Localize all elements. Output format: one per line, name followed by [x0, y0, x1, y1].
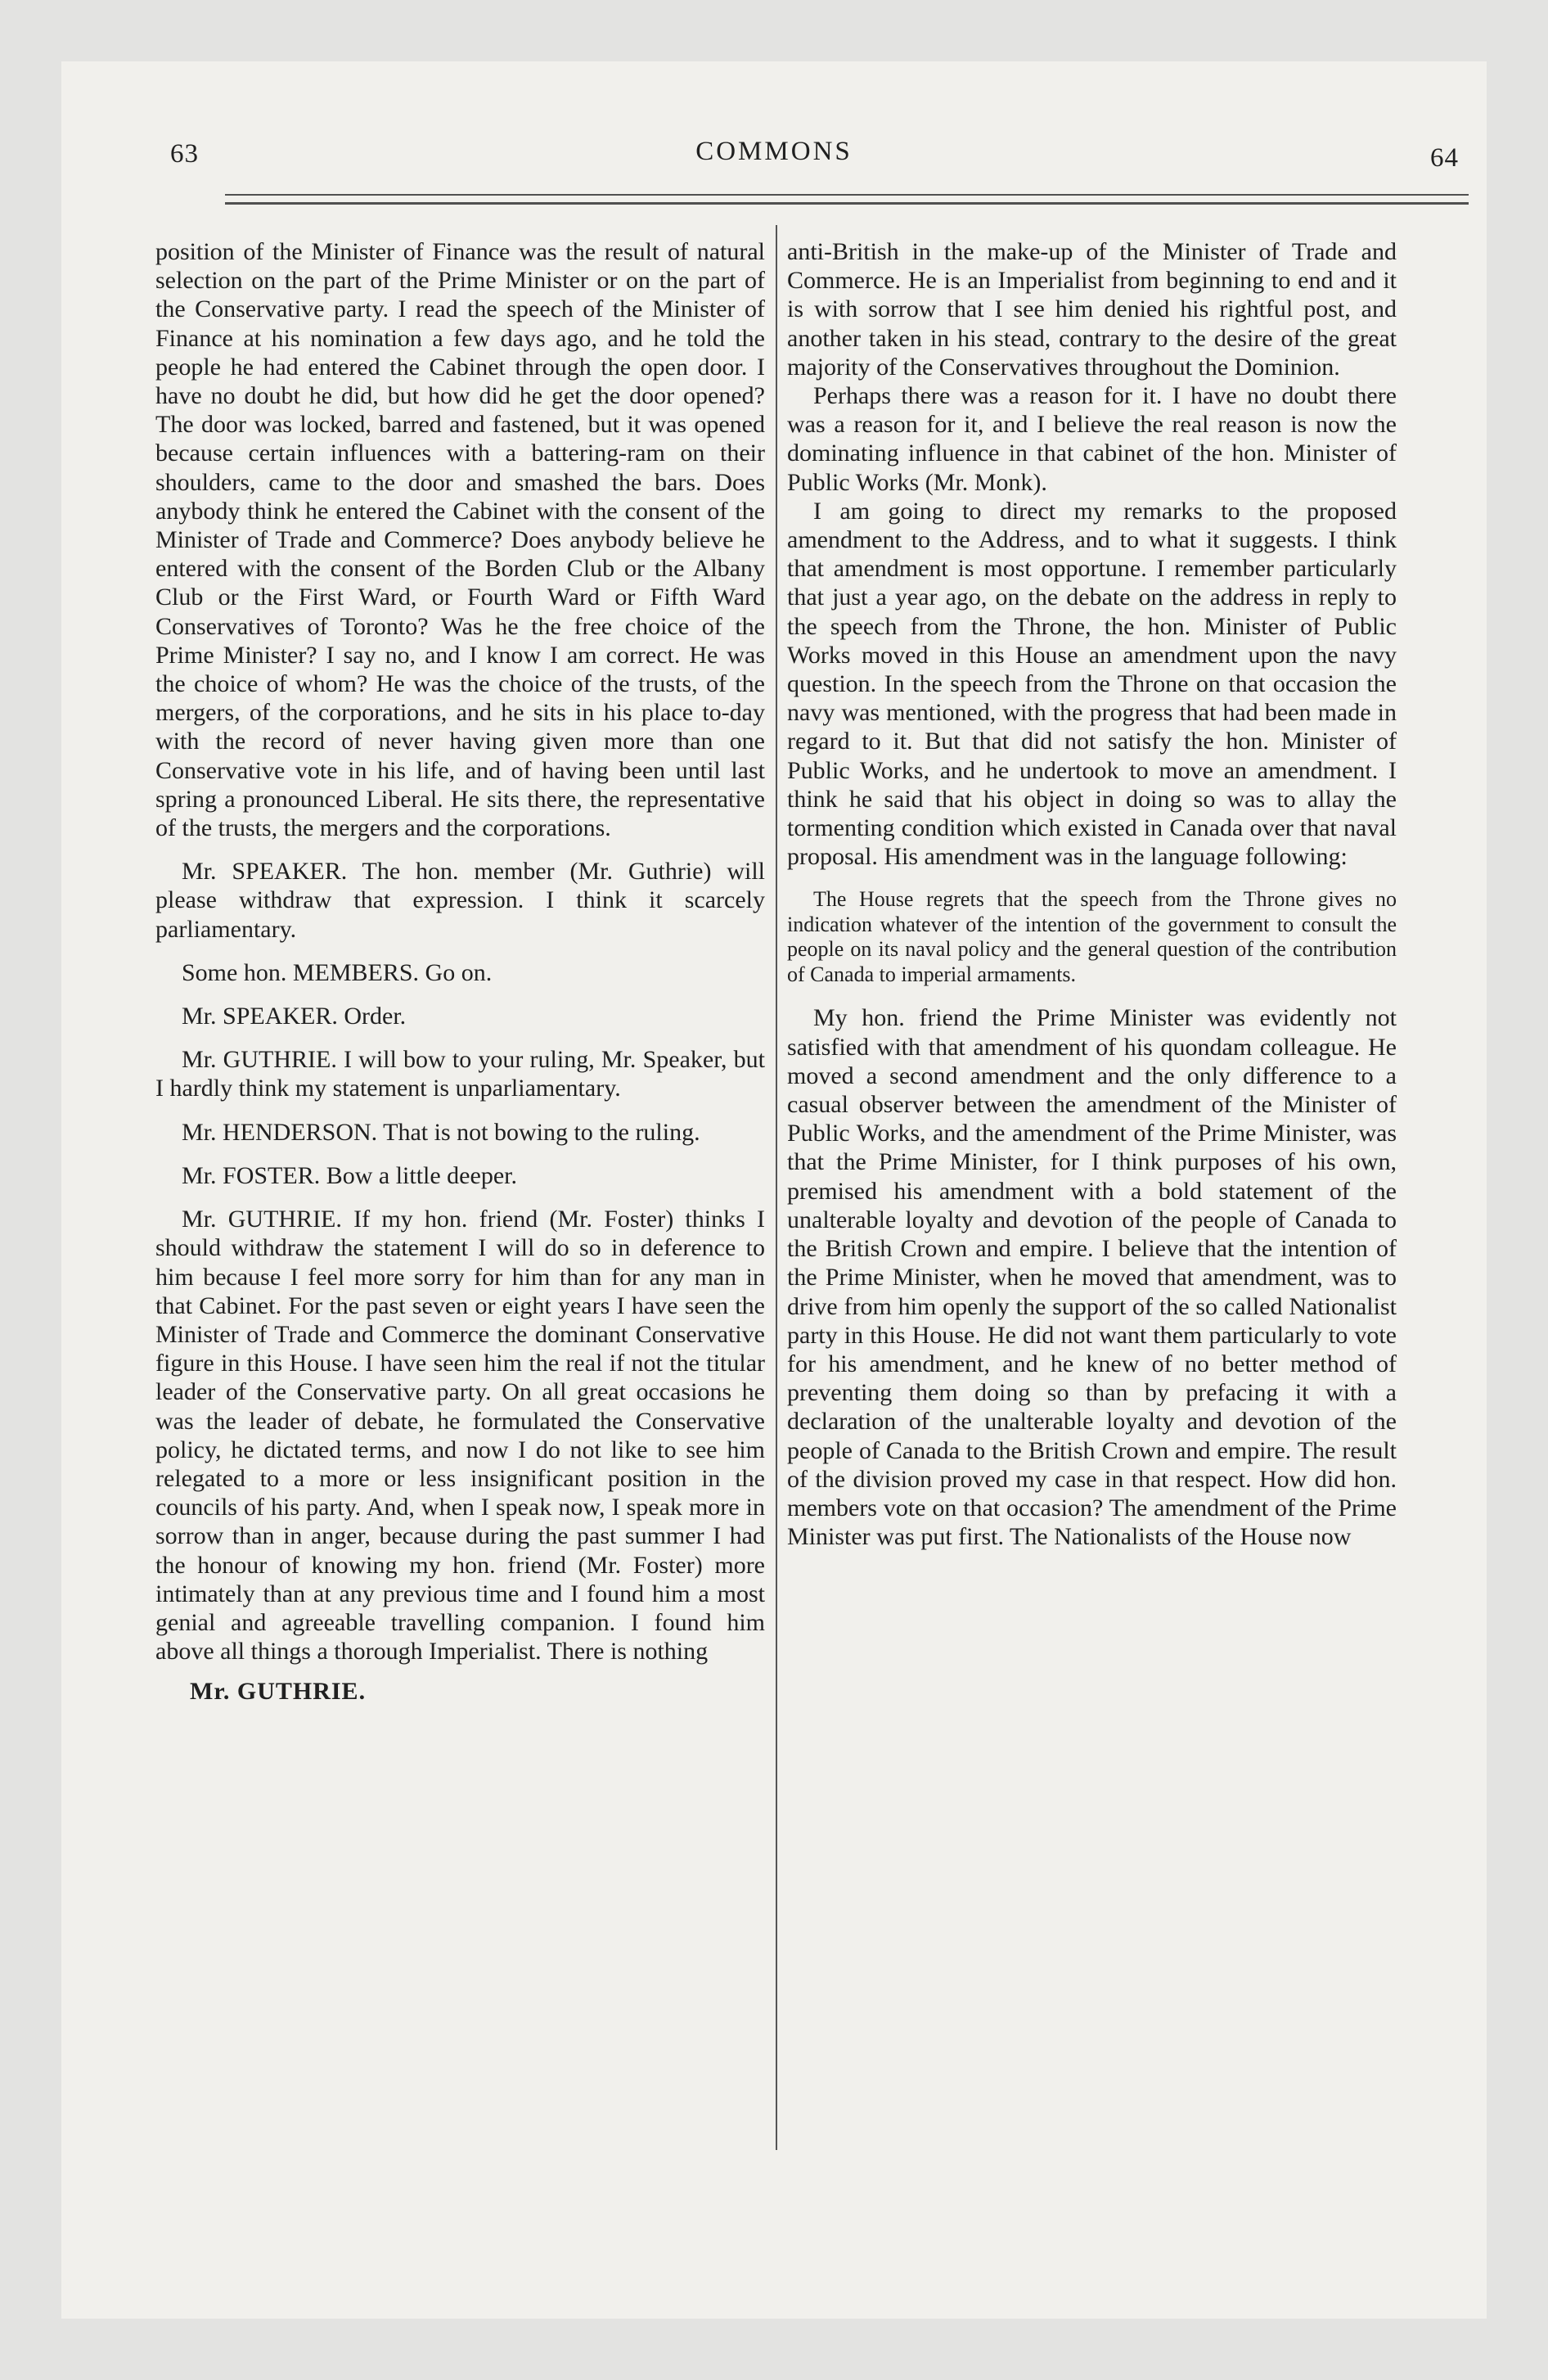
- paragraph: Mr. GUTHRIE. I will bow to your ruling, Mr. Speaker, but I hardly think my statement is unparliamentary.: [155, 1046, 765, 1102]
- right-column: [787, 237, 1397, 1551]
- paragraph: Mr. HENDERSON. That is not bowing to the ruling.: [182, 1118, 700, 1146]
- paragraph: Perhaps there was a reason for it. I have no doubt there was a reason for it, and I believe the real reason is now the dominating influence in that cabinet of the hon. Minister of Public Works (Mr. Monk).: [787, 382, 1397, 496]
- paragraph: Mr. SPEAKER. The hon. member (Mr. Guthrie) will please withdraw that expression. I think it scarcely parliamentary.: [155, 858, 765, 943]
- paragraph: Some hon. MEMBERS. Go on.: [182, 958, 493, 986]
- running-head: COMMONS: [695, 137, 853, 166]
- paragraph: I am going to direct my remarks to the proposed amendment to the Address, and to what it suggests. I think that amendment is most opportune. I remember particularly that just a year ago, on the debate on the address in reply to the speech from the Throne, the hon. Minister of Public Works moved in this House an amendment upon the navy question. In the speech from the Throne on that occasion the navy was mentioned, with the progress that had been made in regard to it. But that did not satisfy the hon. Minister of Public Works, and he undertook to move an amendment. I think he said that his object in doing so was to allay the tormenting condition which existed in Canada over that naval proposal. His amendment was in the language following:: [787, 497, 1397, 871]
- header-rule-top: [225, 194, 1469, 196]
- header-rule-bottom: [225, 202, 1469, 205]
- document-page: [61, 61, 1487, 2319]
- paragraph: Mr. GUTHRIE. If my hon. friend (Mr. Foster) thinks I should withdraw the statement I will do so in deference to him because I feel more sorry for him than for any man in that Cabinet. For the past seven or eight years I have seen the Minister of Trade and Commerce the dominant Conservative figure in this House. I have seen him the real if not the titular leader of the Conservative party. On all great occasions he was the leader of debate, he formulated the Conservative policy, he dictated terms, and now I do not like to see him relegated to a more or less insignificant position in the councils of his party. And, when I speak now, I speak more in sorrow than in anger, because during the past summer I had the honour of knowing my hon. friend (Mr. Foster) more intimately than at any previous time and I found him a most genial and agreeable travelling companion. I found him above all things a thorough Imperialist. There is nothing: [155, 1206, 765, 1666]
- paragraph: position of the Minister of Finance was the result of natural selection on the part of the Prime Minister or on the part of the Conservative party. I read the speech of the Minister of Finance at his nomination a few days ago, and he told the people he had entered the Cabinet through the open door. I have no doubt he did, but how did he get the door opened? The door was locked, barred and fastened, but it was opened because certain influences with a battering-ram on their shoulders, came to the door and smashed the bars. Does anybody think he entered the Cabinet with the consent of the Minister of Trade and Commerce? Does anybody believe he entered with the consent of the Borden Club or the Albany Club or the First Ward, or Fourth Ward or Fifth Ward Conservatives of Toronto? Was he the free choice of the Prime Minister? I say no, and I know I am correct. He was the choice of whom? He was the choice of the trusts, of the mergers, of the corporations, and he sits in his place to-day with the record of never having given more than one Conservative vote in his life, and of having been until last spring a pronounced Liberal. He sits there, the representative of the trusts, the mergers and the corporations.: [155, 238, 765, 842]
- paragraph: Mr. SPEAKER. Order.: [182, 1003, 407, 1030]
- paragraph: Mr. FOSTER. Bow a little deeper.: [182, 1161, 517, 1189]
- speaker-footer: Mr. GUTHRIE.: [190, 1678, 367, 1706]
- left-column: [155, 237, 765, 1706]
- paragraph: anti-British in the make-up of the Minister of Trade and Commerce. He is an Imperialist from beginning to end and it is with sorrow that I see him denied his rightful post, and another taken in his stead, contrary to the desire of the great majority of the Conservatives throughout the Dominion.: [787, 238, 1397, 381]
- page-number-right: 64: [1430, 143, 1459, 173]
- page-number-left: 63: [170, 139, 199, 169]
- block-quote: The House regrets that the speech from the Throne gives no indication whatever of the intention of the government to consult the people on its naval policy and the general question of the contribution of Canada to imperial armaments.: [787, 887, 1397, 986]
- column-divider: [776, 225, 777, 2150]
- paragraph: My hon. friend the Prime Minister was evidently not satisfied with that amendment of his quondam colleague. He moved a second amendment and the only difference to a casual observer between the amendment of the Minister of Public Works, and the amendment of the Prime Minister, was that the Prime Minister, for I think purposes of his own, premised his amendment with a bold statement of the unalterable loyalty and devotion of the people of Canada to the British Crown and empire. I believe that the intention of the Prime Minister, when he moved that amendment, was to drive from him openly the support of the so called Nationalist party in this House. He did not want them particularly to vote for his amendment, and he knew of no better method of preventing them doing so than by prefacing it with a declaration of the unalterable loyalty and devotion of the people of Canada to the British Crown and empire. The result of the division proved my case in that respect. How did hon. members vote on that occasion? The amendment of the Prime Minister was put first. The Nationalists of the House now: [787, 1004, 1397, 1551]
